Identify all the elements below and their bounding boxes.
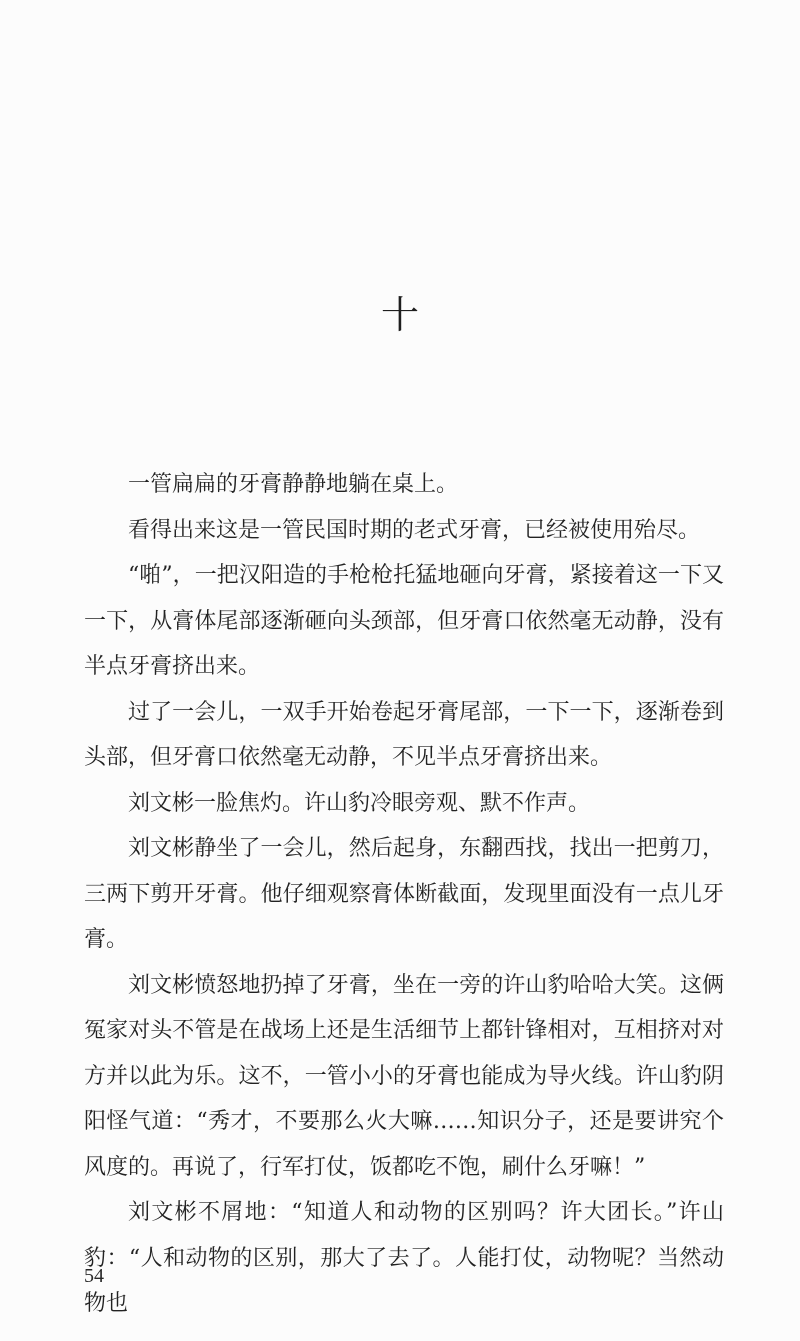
- paragraph: 刘文彬不屑地：“知道人和动物的区别吗？许大团长。”许山豹：“人和动物的区别，那大了去了。人能打仗，动物呢？当然动物也: [84, 1200, 724, 1316]
- chapter-title: 十: [380, 293, 419, 337]
- paragraph: 过了一会儿，一双手开始卷起牙膏尾部，一下一下，逐渐卷到头部，但牙膏口依然毫无动静，不见半点牙膏挤出来。: [84, 699, 724, 770]
- paragraph: 看得出来这是一管民国时期的老式牙膏，已经被使用殆尽。: [128, 517, 701, 543]
- body-text: [84, 462, 724, 1327]
- paragraph: 刘文彬静坐了一会儿，然后起身，东翻西找，找出一把剪刀，三两下剪开牙膏。他仔细观察膏体断截面，发现里面没有一点儿牙膏。: [84, 836, 724, 952]
- page-number: 54: [84, 1265, 104, 1287]
- paragraph: 刘文彬一脸焦灼。许山豹冷眼旁观、默不作声。: [128, 790, 591, 816]
- paragraph: 一管扁扁的牙膏静静地躺在桌上。: [128, 472, 459, 497]
- paragraph: “啪”，一把汉阳造的手枪枪托猛地砸向牙膏，紧接着这一下又一下，从膏体尾部逐渐砸向头颈部，但牙膏口依然毫无动静，没有半点牙膏挤出来。: [84, 563, 724, 679]
- paragraph: 刘文彬愤怒地扔掉了牙膏，坐在一旁的许山豹哈哈大笑。这俩冤家对头不管是在战场上还是生活细节上都针锋相对，互相挤对对方并以此为乐。这不，一管小小的牙膏也能成为导火线。许山豹阴阳怪气道：“秀才，不要那么火大嘛……知识分子，还是要讲究个风度的。再说了，行军打仗，饭都吃不饱，刷什么牙嘛！”: [84, 972, 724, 1180]
